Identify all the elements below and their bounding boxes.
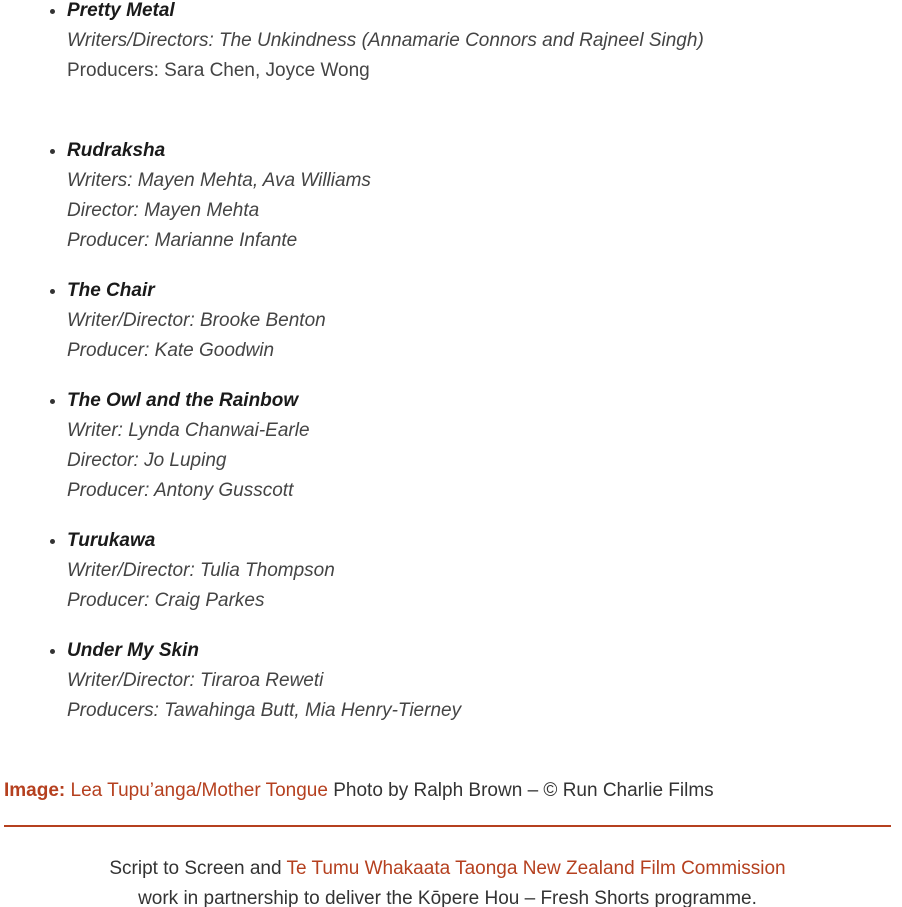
film-list-item — [67, 526, 887, 616]
film-title: • The Chair — [67, 280, 155, 301]
film-title: • Under My Skin — [67, 640, 199, 661]
footer-line-1 — [4, 854, 891, 884]
list-spacer — [67, 86, 887, 116]
film-list-item — [67, 136, 887, 256]
film-list-item — [67, 636, 887, 726]
film-credit-line: Writer/Director: Tiraroa Reweti — [67, 670, 324, 691]
film-credit-line: Producer: Craig Parkes — [67, 590, 265, 611]
partnership-footer — [4, 854, 891, 907]
film-credit-line: Writer/Director: Brooke Benton — [67, 310, 326, 331]
film-credit-line: Writer: Lynda Chanwai-Earle — [67, 420, 310, 441]
film-title: • Turukawa — [67, 530, 156, 551]
film-credit-line: Producer: Kate Goodwin — [67, 340, 275, 361]
film-list-item — [67, 386, 887, 506]
film-credit-line: Producers: Sara Chen, Joyce Wong — [67, 60, 370, 81]
image-credit-link[interactable]: Lea Tupu’anga/Mother Tongue — [70, 780, 328, 801]
film-commission-link[interactable]: Te Tumu Whakaata Taonga New Zealand Film Commission — [286, 858, 786, 879]
film-title: • The Owl and the Rainbow — [67, 390, 299, 411]
film-title: • Pretty Metal — [67, 0, 175, 21]
film-credit-line: Producers: Tawahinga Butt, Mia Henry-Tierney — [67, 700, 462, 721]
footer-prefix: Script to Screen and — [109, 858, 287, 879]
film-credit-line: Writers: Mayen Mehta, Ava Williams — [67, 170, 371, 191]
image-credit — [4, 776, 714, 806]
section-divider — [4, 825, 891, 827]
film-credit-line: Writers/Directors: The Unkindness (Annamarie Connors and Rajneel Singh) — [67, 30, 704, 51]
film-title: • Rudraksha — [67, 140, 166, 161]
film-list-item — [67, 276, 887, 366]
film-list-item — [67, 0, 887, 116]
film-credit-line: Director: Jo Luping — [67, 450, 227, 471]
footer-line-2: work in partnership to deliver the Kōpere Hou – Fresh Shorts programme. — [138, 888, 757, 907]
image-credit-label: Image: — [4, 780, 66, 801]
image-credit-text: Photo by Ralph Brown – © Run Charlie Films — [327, 780, 714, 801]
film-credit-line: Producer: Marianne Infante — [67, 230, 298, 251]
film-credit-line: Director: Mayen Mehta — [67, 200, 260, 221]
film-credit-line: Producer: Antony Gusscott — [67, 480, 294, 501]
film-credit-line: Writer/Director: Tulia Thompson — [67, 560, 335, 581]
